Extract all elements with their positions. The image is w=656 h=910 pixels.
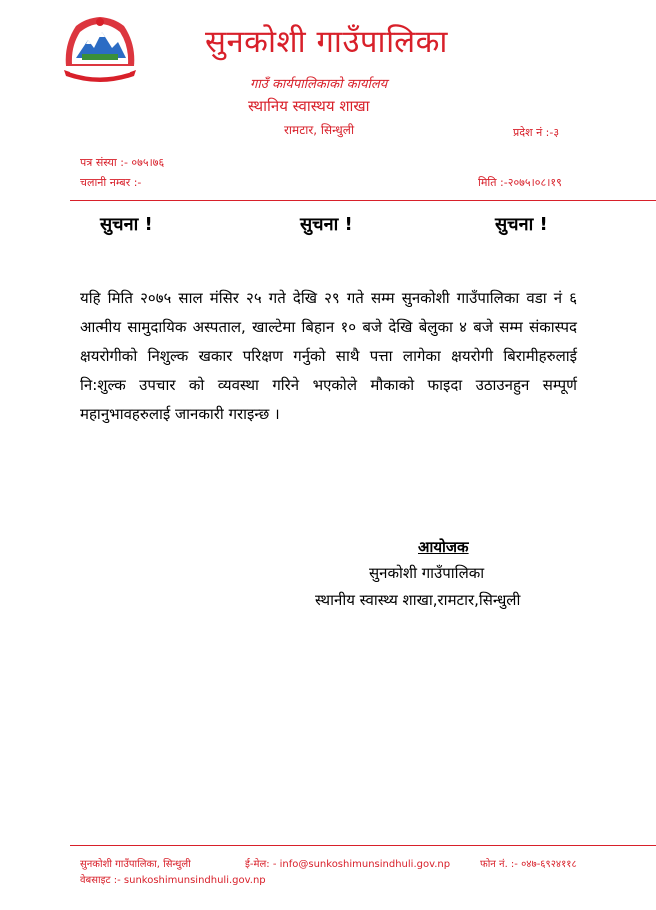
dispatch-number: चलानी नम्बर :- bbox=[80, 176, 142, 189]
province-label: प्रदेश नं :-३ bbox=[513, 126, 560, 139]
nepal-emblem-icon bbox=[62, 14, 138, 82]
notice-body: यहि मिति २०७५ साल मंसिर २५ गते देखि २९ गते सम्म सुनकोशी गाउँपालिका वडा नं ६ आत्मीय सामुदायिक अस्पताल, खाल्टेमा बिहान १० बजे देखि बेलुका ४ बजे सम्म संकास्पद क्षयरोगीको निशुल्क खकार परिक्षण गर्नुको साथै पत्ता लागेका क्षयरोगी बिरामीहरुलाई नि:शुल्क उपचार को व्यवस्था गरिने भएकोले मौकाको फाइदा उठाउनहुन सम्पूर्ण महानुभावहरुलाई जानकारी गराइन्छ । bbox=[80, 289, 577, 423]
footer-website[interactable]: वेबसाइट :- sunkoshimunsindhuli.gov.np bbox=[80, 875, 266, 886]
organizer-title: आयोजक bbox=[418, 538, 469, 556]
office-name: गाउँ कार्यपालिकाको कार्यालय bbox=[250, 77, 388, 92]
letter-date: मिति :-२०७५।०८।१९ bbox=[478, 176, 562, 189]
organizer-name: सुनकोशी गाउँपालिका bbox=[369, 564, 485, 582]
footer-address: सुनकोशी गाउँपालिका, सिन्धुली bbox=[80, 859, 191, 870]
header-divider bbox=[70, 200, 656, 201]
notice-heading: सुचना ! bbox=[100, 214, 153, 235]
footer-phone: फोन नं. :- ०४७-६९२४११८ bbox=[480, 859, 577, 870]
office-address: रामटार, सिन्धुली bbox=[284, 123, 355, 137]
letter-number: पत्र संस्या :- ०७५।७६ bbox=[80, 156, 165, 169]
footer-email[interactable]: ई-मेल: - info@sunkoshimunsindhuli.gov.np bbox=[245, 859, 451, 870]
footer-divider bbox=[70, 845, 656, 846]
branch-name: स्थानिय स्वास्थय शाखा bbox=[248, 97, 370, 115]
notice-heading: सुचना ! bbox=[495, 214, 548, 235]
notice-heading: सुचना ! bbox=[300, 214, 353, 235]
organizer-department: स्थानीय स्वास्थ्य शाखा,रामटार,सिन्धुली bbox=[315, 591, 521, 609]
org-name: सुनकोशी गाउँपालिका bbox=[205, 24, 448, 60]
